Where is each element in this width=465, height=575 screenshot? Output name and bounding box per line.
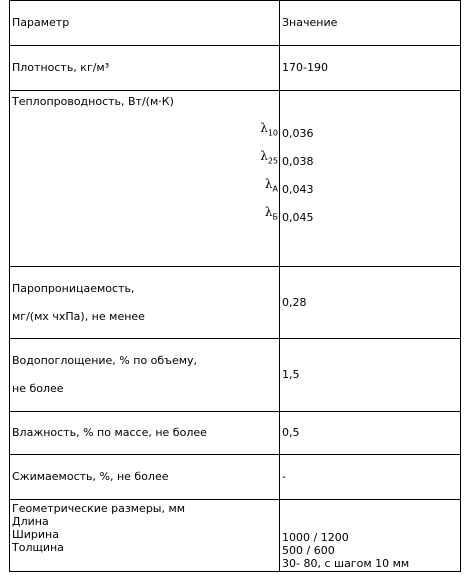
lambda-25-value: 0,038: [282, 155, 314, 168]
conductivity-values-cell: [280, 91, 461, 267]
table-row: [10, 1, 461, 46]
compress-value-cell: [280, 455, 461, 500]
header-param-cell: [10, 1, 280, 46]
compress-label: Сжимаемость, %, не более: [12, 470, 169, 483]
water-value-cell: [280, 339, 461, 412]
water-label-cell: [10, 339, 280, 412]
lambda-10-symbol: $\lambda_{10}$: [260, 121, 278, 138]
header-value-cell: [280, 1, 461, 46]
table-row: [10, 91, 461, 267]
dims-value-cell: [280, 500, 461, 572]
table-row: [10, 412, 461, 455]
vapor-value-cell: [280, 267, 461, 339]
water-label-line2: не более: [12, 382, 64, 395]
lambda-b-value: 0,045: [282, 211, 314, 224]
density-label-cell: [10, 46, 280, 91]
vapor-label-cell: [10, 267, 280, 339]
density-value: 170-190: [282, 61, 328, 74]
vapor-label-line2: мг/(мх чхПа), не менее: [12, 309, 145, 323]
humidity-label: Влажность, % по массе, не более: [12, 426, 207, 439]
humidity-value-cell: [280, 412, 461, 455]
humidity-value: 0,5: [282, 426, 300, 439]
lambda-10-value: 0,036: [282, 127, 314, 140]
lambda-a-value: 0,043: [282, 183, 314, 196]
humidity-label-cell: [10, 412, 280, 455]
compress-value: -: [282, 470, 286, 483]
table-row: [10, 455, 461, 500]
lambda-a-symbol: $\lambda_А$: [264, 177, 278, 194]
dims-thickness-label: Толщина: [12, 541, 64, 554]
header-param: Параметр: [12, 16, 70, 29]
dims-length-value: 1000 / 1200: [282, 531, 349, 544]
conductivity-label: Теплопроводность, Вт/(м·К): [12, 95, 174, 108]
table-row: [10, 267, 461, 339]
water-label-line1: Водопоглощение, % по объему,: [12, 354, 198, 367]
header-value: Значение: [282, 16, 338, 29]
conductivity-label-cell: [10, 91, 280, 267]
table-row: [10, 46, 461, 91]
table-row: [10, 500, 461, 572]
dims-width-value: 500 / 600: [282, 544, 335, 557]
vapor-label-line1: Паропроницаемость,: [12, 281, 135, 295]
dims-label-cell: [10, 500, 280, 572]
water-value: 1,5: [282, 368, 300, 381]
lambda-b-symbol: $\lambda_Б$: [264, 205, 278, 222]
vapor-value: 0,28: [282, 295, 307, 309]
dims-width-label: Ширина: [12, 528, 59, 541]
density-value-cell: [280, 46, 461, 91]
dims-thickness-value: 30- 80, с шагом 10 мм: [282, 557, 410, 570]
lambda-25-symbol: $\lambda_{25}$: [260, 149, 278, 166]
dims-title: Геометрические размеры, мм: [12, 502, 186, 515]
properties-table: [9, 0, 461, 572]
density-label: Плотность, кг/м³: [12, 61, 110, 74]
dims-length-label: Длина: [12, 515, 49, 528]
compress-label-cell: [10, 455, 280, 500]
table-row: [10, 339, 461, 412]
